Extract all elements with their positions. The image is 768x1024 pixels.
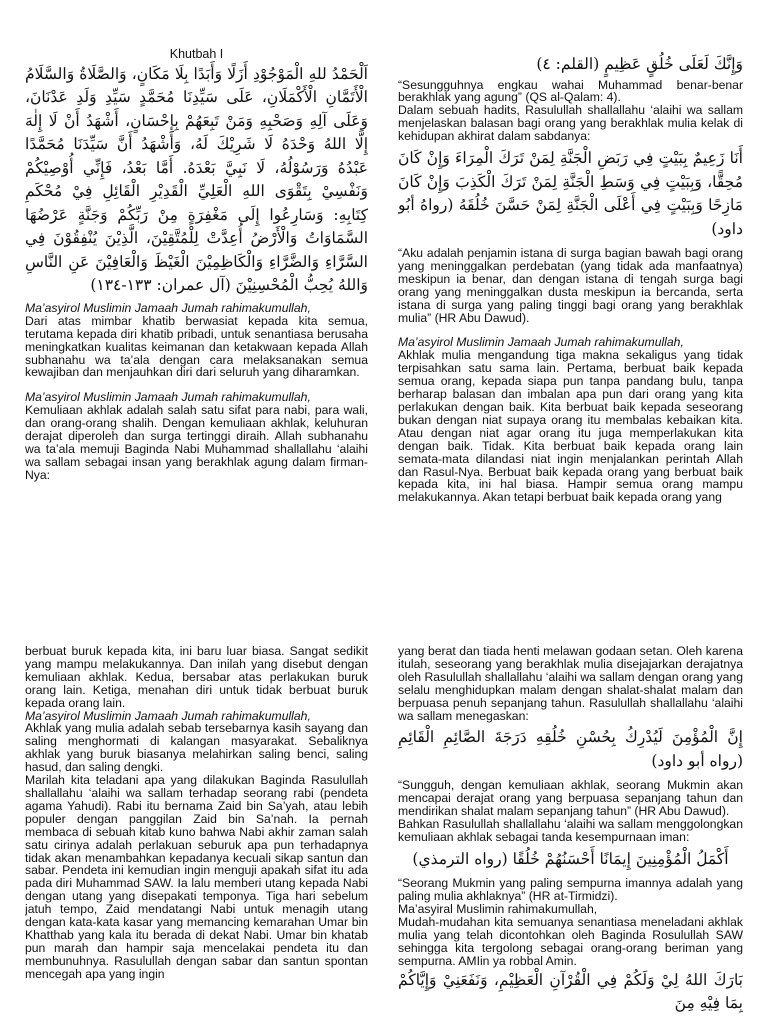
paragraph: Marilah kita teladani apa yang dilakukan Baginda Rasulullah shallallahu ‘alaihi wa sallam terhadap seorang rabi (pendeta agama Yahudi). Rabi itu bernama Zaid bin Sa’yah, atau lebih populer dengan panggilan Zaid bin Sa’nah. Ia pernah membaca di sebuah kitab kuno bahwa Nabi akhir zaman salah satu cirinya adalah perlakuan seburuk apa pun terhadapnya tidak akan menambahkan kepadanya kecuali sikap santun dan sabar. Pendeta ini kemudian ingin menguji apakah sifat itu ada pada diri Muhammad SAW. Ia lalu memberi utang kepada Nabi dengan utang yang disepakati temponya. Tiga hari sebelum jatuh tempo, Zaid mendatangi Nabi untuk menagih utang dengan kata-kata kasar yang memancing kemarahan Umar bin Khatthab yang kala itu berada di dekat Nabi. Umar bin khatab pun marah dan hampir saja mencelakai pendeta itu dan membunuhnya. Rasulullah dengan sabar dan santun spontan mencegah apa yang ingin: [25, 773, 368, 981]
arabic-hadith: أَكْمَلُ الْمُؤْمِنِينَ إِيمَانًا أَحْسَنُهُمْ خُلُقًا (رواه الترمذي): [412, 849, 729, 868]
page-2-right-column: [398, 645, 743, 1024]
verse-translation: “Sesungguhnya engkau wahai Muhammad benar-benar berakhlak yang agung” (QS al-Qalam: 4).: [398, 77, 743, 105]
salutation: Ma’asyiral Muslimin rahimakumullah,: [398, 902, 598, 917]
page-1-left-column: [25, 48, 368, 510]
paragraph: Akhlak yang mulia adalah sebab tersebarnya kasih sayang dan saling menghormati di kalangan masyarakat. Sebaliknya akhlak yang buruk biasanya melahirkan saling benci, saling hasud, dan saling dengki.: [25, 721, 368, 775]
arabic-opening: اَلْحَمْدُ للهِ الْمَوْجُوْدِ أَزَلًا وَأَبَدًا بِلَا مَكَانٍ، وَالصَّلَاةُ وَالسَّلَامُ الْأَتَمَّانِ الْأَكْمَلَانِ، عَلَى سَيِّدِنَا مُحَمَّدٍ سَيِّدِ وَلَدِ عَدْنَانَ، وَعَلَى آلِهِ وَصَحْبِهِ وَمَنْ تَبِعَهُمْ بِإِحْسَانٍ، أَشْهَدُ أَنْ لَا إِلٰهَ إِلَّا اللهُ وَحْدَهُ لَا شَرِيْكَ لَهُ، وَأَشْهَدُ أَنَّ سَيِّدَنَا مُحَمَّدًا عَبْدُهُ وَرَسُوْلُهُ، لَا نَبِيَّ بَعْدَهُ. أَمَّا بَعْدُ، فَإِنِّي أُوْصِيْكُمْ وَنَفْسِيْ بِتَقْوَى اللهِ الْعَلِيِّ الْقَدِيْرِ الْقَائِلِ فِيْ مُحْكَمِ كِتَابِهِ: وَسَارِعُوا إِلَى مَغْفِرَةٍ مِنْ رَبِّكُمْ وَجَنَّةٍ عَرْضُهَا السَّمَاوَاتُ وَالْأَرْضُ أُعِدَّتْ لِلْمُتَّقِيْنَ، الَّذِيْنَ يُنْفِقُوْنَ فِي السَّرَّاءِ وَالضَّرَّاءِ وَالْكَاظِمِيْنَ الْغَيْظَ وَالْعَافِيْنَ عَنِ النَّاسِ وَاللهُ يُحِبُّ الْمُحْسِنِيْنَ (آل عمران: ١٣٣-١٣٤): [25, 64, 368, 295]
page-1-right-column: [398, 52, 743, 510]
salutation: Ma’asyirol Muslimin Jamaah Jumah rahimakumullah,: [25, 708, 311, 723]
paragraph: yang berat dan tiada henti melawan godaan setan. Oleh karena itulah, seseorang yang berakhlak mulia disejajarkan derajatnya oleh Rasulullah shallallahu ‘alaihi wa sallam dengan orang yang selalu menghidupkan malam dengan shalat-shalat malam dan berpuasa penuh sepanjang tahun. Rasulullah shallallahu ‘alaihi wa sallam menegaskan:: [398, 645, 743, 723]
hadith-translation: “Aku adalah penjamin istana di surga bagian bawah bagi orang yang meninggalkan perdebatan (yang tidak ada manfaatnya) meskipun ia benar, dan dengan istana di tengah surga bagi orang yang meninggalkan dusta meskipun ia bercanda, serta istana di surga yang paling tinggi bagi orang yang berakhlak mulia” (HR Abu Dawud).: [398, 246, 743, 325]
hadith-translation: “Seorang Mukmin yang paling sempurna imannya adalah yang paling mulia akhlaknya” (HR at-Tirmidzi).: [398, 876, 743, 904]
paragraph: Kemuliaan akhlak adalah salah satu sifat para nabi, para wali, dan orang-orang shalih. Dengan kemuliaan akhlak, keluhuran derajat diperoleh dan surga tertinggi diraih. Allah subhanahu wa ta’ala memuji Baginda Nabi Muhammad shallallahu ‘alaihi wa sallam sebagai insan yang berakhlak agung dalam firman-Nya:: [25, 403, 368, 482]
khutbah-title: Khutbah I: [169, 48, 224, 61]
arabic-verse: وَإِنَّكَ لَعَلَى خُلُقٍ عَظِيمٍ (القلم: ٤): [536, 55, 743, 73]
arabic-hadith: أَنَا زَعِيمٌ بِبَيْتٍ فِي رَبَضِ الْجَنَّةِ لِمَنْ تَرَكَ الْمِرَاءَ وَإِنْ كَانَ مُحِقًّا، وَبِبَيْتٍ فِي وَسَطِ الْجَنَّةِ لِمَنْ تَرَكَ الْكَذِبَ وَإِنْ كَانَ مَازِحًا وَبِبَيْتٍ فِي أَعْلَى الْجَنَّةِ لِمَنْ حَسَّنَ خُلُقَهُ (رواهُ أبُو داود): [398, 149, 743, 238]
salutation: Ma’asyirol Muslimin Jamaah Jumah rahimakumullah,: [25, 390, 311, 405]
paragraph: Dalam sebuah hadits, Rasulullah shallallahu ‘alaihi wa sallam menjelaskan balasan bagi orang yang berakhlak mulia kelak di kehidupan akhirat dalam sabdanya:: [398, 103, 743, 144]
paragraph: Bahkan Rasulullah shallallahu ‘alaihi wa sallam menggolongkan kemuliaan akhlak sebagai tanda kesempurnaan iman:: [398, 817, 743, 845]
page-2-left-column: [25, 645, 368, 1024]
salutation: Ma’asyirol Muslimin Jamaah Jumah rahimakumullah,: [25, 300, 311, 315]
paragraph: berbuat buruk kepada kita, ini baru luar biasa. Sangat sedikit yang mampu melakukannya. Dan inilah yang disebut dengan kemuliaan akhlak. Kedua, bersabar atas perlakukan buruk orang lain. Ketiga, menahan diri untuk tidak berbuat buruk kepada orang lain.: [25, 645, 368, 710]
page-2: [0, 512, 768, 1024]
paragraph: Dari atas mimbar khatib berwasiat kepada kita semua, terutama kepada diri khatib pribadi, untuk senantiasa berusaha meningkatkan kualitas keimanan dan ketakwaan kepada Allah subhanahu wa ta’ala dengan cara melaksanakan semua kewajiban dan menjauhkan diri dari seluruh yang diharamkan.: [25, 313, 368, 380]
hadith-translation: “Sungguh, dengan kemuliaan akhlak, seorang Mukmin akan mencapai derajat orang yang berpuasa sepanjang tahun dan mendirikan shalat malam sepanjang tahun” (HR Abu Dawud).: [398, 778, 743, 819]
arabic-hadith: إِنَّ الْمُؤْمِنَ لَيُدْرِكُ بِحُسْنِ خُلُقِهِ دَرَجَةَ الصَّائِمِ الْقَائِمِ (رواه أبو داود): [398, 728, 743, 770]
salutation: Ma’asyirol Muslimin Jamaah Jumah rahimakumullah,: [398, 335, 684, 350]
paragraph: Mudah-mudahan kita semuanya senantiasa meneladani akhlak mulia yang telah dicontohkan oleh Baginda Rosulullah SAW sehingga kita tergolong sebagai orang-orang beriman yang sempurna. AMIin ya robbal Amin.: [398, 915, 743, 968]
arabic-closing: بَارَكَ اللهُ لِيْ وَلَكُمْ فِي الْقُرْآنِ الْعَظِيْمِ، وَنَفَعَنِيْ وَإِيَّاكُمْ بِمَا فِيْهِ مِنَ: [398, 970, 743, 1013]
paragraph: Akhlak mulia mengandung tiga makna sekaligus yang tidak terpisahkan satu sama lain. Pertama, berbuat baik kepada semua orang, kepada siapa pun tanpa pandang bulu, tanpa berharap balasan dan imbalan apa pun dari orang yang kita perlakukan dengan baik. Kita berbuat baik kepada seseorang bukan dengan niat supaya orang itu membalas kebaikan kita. Atau dengan niat agar orang itu juga memperlakukan kita dengan baik. Tidak. Kita berbuat baik kepada orang lain semata-mata dilandasi niat ingin menjalankan perintah Allah dan Rasul-Nya. Berbuat baik kepada orang yang berbuat baik kepada kita, ini hal biasa. Hampir semua orang mampu melakukannya. Akan tetapi berbuat baik kepada orang yang: [398, 348, 743, 505]
